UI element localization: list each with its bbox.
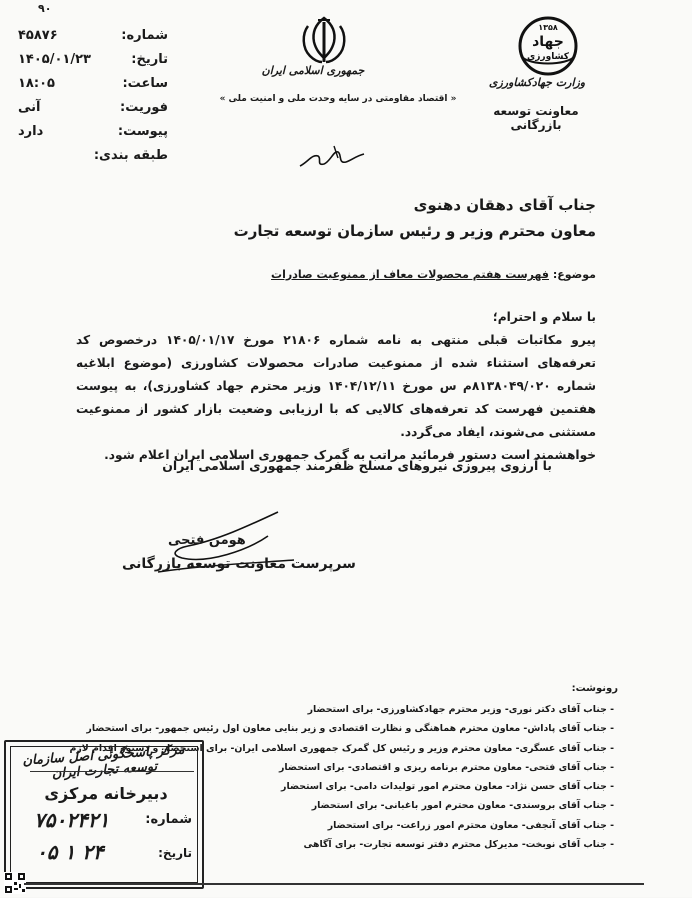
cc-item: - جناب آقای دکتر نوری- وزیر محترم جهادکشاورزی- برای استحضار bbox=[307, 704, 614, 715]
addressee-title: معاون محترم وزیر و رئیس سازمان توسعه تجارت bbox=[233, 222, 596, 240]
slogan: « اقتصاد مقاومتی در سایه وحدت ملی و امنیت ملی » bbox=[219, 94, 457, 104]
subject-label: موضوع: bbox=[552, 268, 596, 281]
meta-number: شماره: ۴۵۸۷۶ bbox=[18, 28, 168, 43]
cc-item: - جناب آقای عسگری- معاون محترم وزیر و رئیس کل گمرک جمهوری اسلامی ایران- برای استحضار و دستور اقدام لازم bbox=[69, 742, 614, 754]
emblem-caption: جمهوری اسلامی ایران bbox=[261, 64, 365, 77]
cc-item: - جناب آقای نوبخت- مدیرکل محترم دفتر توسعه تجارت- برای آگاهی bbox=[303, 839, 614, 851]
registry-stamp bbox=[4, 740, 204, 889]
iran-emblem-icon bbox=[282, 14, 366, 70]
qr-code-icon bbox=[4, 872, 26, 894]
closing-line: با آرزوی پیروزی نیروهای مسلح ظفرمند جمهوری اسلامی ایران bbox=[162, 458, 552, 473]
stamp-divider bbox=[30, 771, 194, 772]
addressee-name: جناب آقای دهقان دهنوی bbox=[413, 196, 596, 214]
meta-time: ساعت: ۱۸:۰۵ bbox=[18, 76, 168, 91]
letter-body bbox=[76, 306, 596, 467]
corner-number: ۹۰ bbox=[38, 2, 52, 15]
signer-name: هومن فتحی bbox=[168, 533, 246, 548]
request-line: خواهشمند است دستور فرمائید مراتب به گمرک جمهوری اسلامی ایران اعلام شود. bbox=[104, 448, 596, 462]
meta-attachment: پیوست: دارد bbox=[18, 124, 168, 139]
body-paragraph: پیرو مکاتبات قبلی منتهی به نامه شماره ۲۱۸۰۶ مورخ ۱۴۰۵/۰۱/۱۷ درخصوص کد تعرفه‌های استثناء شده از ممنوعیت صادرات محصولات کشاورزی (موضوع ابلاغیه شماره ۸۱۳۸۰۴۹/۰۲۰م س مورخ ۱۴۰۴/۱۲/۱۱ وزیر محترم جهاد کشاورزی)، به پیوست هفتمین فهرست کد تعرفه‌های کالایی که با ارزیابی وضعیت بازار کشور از ممنوعیت مستثنی می‌شوند، ایفاد می‌گردد. bbox=[76, 333, 597, 439]
handwritten-note bbox=[294, 144, 374, 178]
meta-urgency: فوریت: آنی bbox=[18, 100, 168, 115]
meta-classification: طبقه بندی: bbox=[93, 148, 168, 163]
subject-text: فهرست هفتم محصولات معاف از ممنوعیت صادرات bbox=[271, 268, 549, 281]
cc-item: - جناب آقای بروسندی- معاون محترم امور باغبانی- برای استحضار bbox=[311, 800, 614, 812]
stamp-number-label: شماره: bbox=[145, 812, 192, 827]
cc-item: - جناب آقای حسن نژاد- معاون محترم امور تولیدات دامی- برای استحضار bbox=[281, 781, 614, 793]
cc-heading: رونوشت: bbox=[571, 683, 618, 694]
signer-title: سرپرست معاونت توسعه بازرگانی bbox=[122, 556, 356, 572]
cc-item: - جناب آقای پاداش- معاون محترم هماهنگی و نظارت اقتصادی و زیر بنایی معاون اول رئیس جمهور- برای استحضار bbox=[86, 723, 614, 735]
stamp-org: مرکز پاسخگوئی اصل سازمان توسعه تجارت ایران bbox=[21, 742, 185, 782]
stamp-date-value: ۰۵ ۱ ۲۴ bbox=[36, 840, 104, 864]
ministry-name: وزارت جهادکشاورزی bbox=[488, 76, 586, 89]
letter-meta bbox=[18, 24, 168, 168]
jahad-keshavarzi-logo bbox=[505, 16, 591, 80]
cc-item: - جناب آقای آنجفی- معاون محترم امور زراعت- برای استحضار bbox=[327, 819, 614, 831]
cc-item: - جناب آقای فتحی- معاون محترم برنامه ریزی و اقتصادی- برای استحضار bbox=[278, 761, 614, 773]
stamp-number-value: ۷۵۰۲۴۲۱ bbox=[34, 808, 110, 832]
greeting: با سلام و احترام؛ bbox=[492, 310, 596, 324]
bottom-rule bbox=[24, 883, 644, 885]
deputy-name: معاونت توسعه بازرگانی bbox=[493, 104, 579, 132]
stamp-date-label: تاریخ: bbox=[158, 846, 192, 860]
meta-date: تاریخ: ۱۴۰۵/۰۱/۲۳ bbox=[18, 52, 168, 67]
logo-sub: کشاورزی bbox=[527, 52, 569, 62]
logo-year: ۱۳۵۸ bbox=[538, 23, 558, 32]
subject-line bbox=[271, 268, 596, 281]
stamp-office: دبیرخانه مرکزی bbox=[44, 784, 168, 803]
logo-word: جهاد bbox=[532, 34, 564, 50]
